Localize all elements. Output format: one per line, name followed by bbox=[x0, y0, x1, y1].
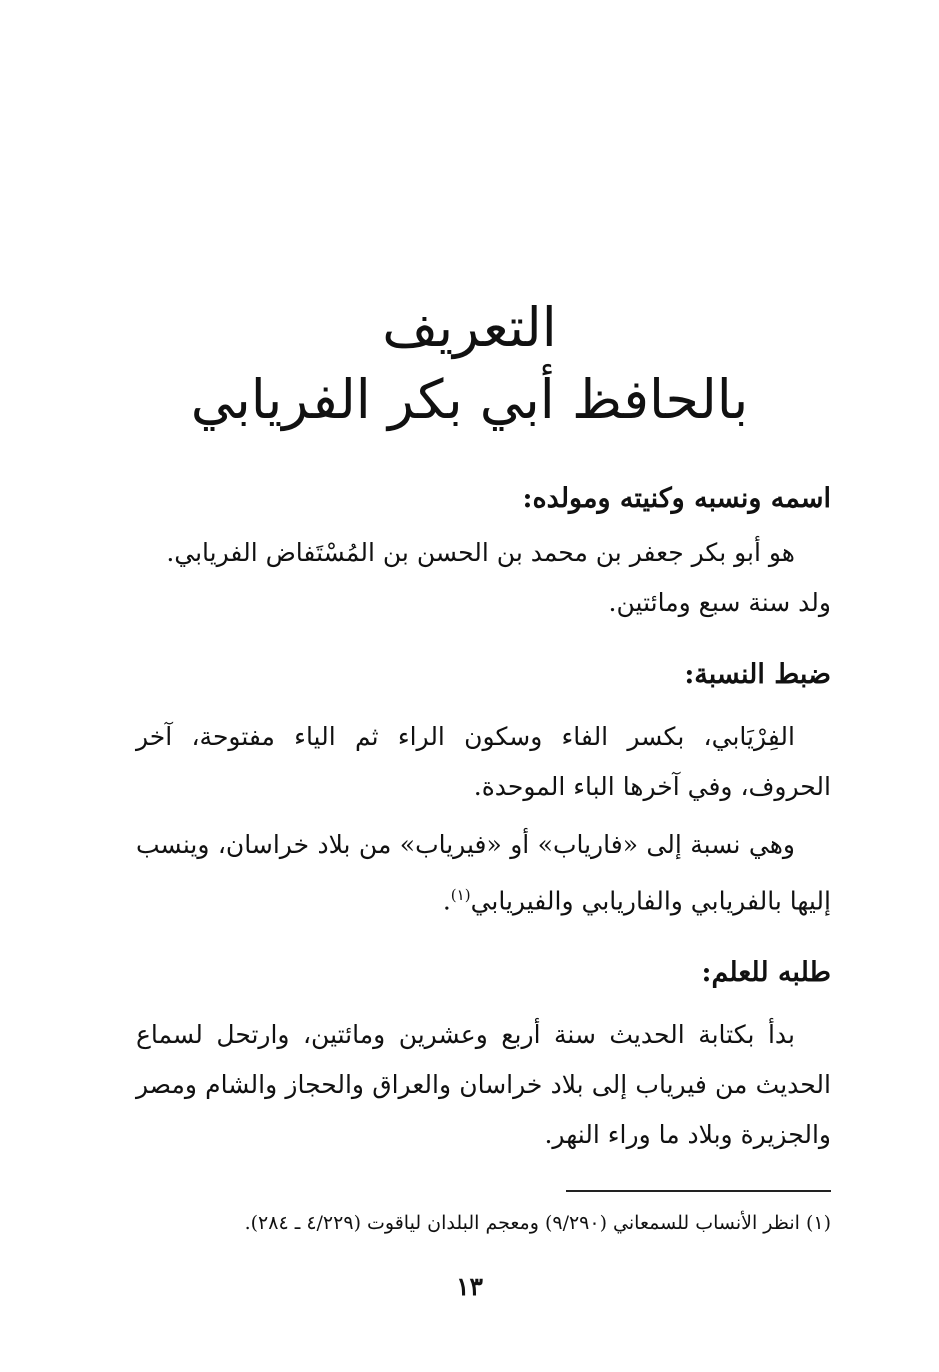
title-line-1: التعريف bbox=[382, 296, 557, 359]
nisba-origin-text: وهي نسبة إلى «فارياب» أو «فيرياب» من بلاد خراسان، وينسب إليها بالفريابي والفاريابي والفيريابي bbox=[136, 830, 831, 916]
paragraph-birth: ولد سنة سبع ومائتين. bbox=[608, 588, 831, 617]
page-body bbox=[136, 470, 831, 1160]
title-line-2: بالحافظ أبي بكر الفريابي bbox=[190, 368, 749, 431]
footnote-divider bbox=[566, 1190, 831, 1192]
paragraph-nisba-origin bbox=[136, 820, 831, 926]
footnote-marker[interactable]: (١) bbox=[450, 886, 471, 904]
paragraph-full-name: هو أبو بكر جعفر بن محمد بن الحسن بن المُسْتَفاض الفريابي. bbox=[166, 538, 795, 567]
paragraph-nisba-spelling: الفِرْيَابي، بكسر الفاء وسكون الراء ثم الياء مفتوحة، آخر الحروف، وفي آخرها الباء الموحدة. bbox=[136, 722, 831, 801]
section-heading-name: اسمه ونسبه وكنيته ومولده: bbox=[522, 483, 831, 514]
section-heading-seeking-knowledge: طلبه للعلم: bbox=[701, 957, 831, 989]
paragraph-seeking-knowledge: بدأ بكتابة الحديث سنة أربع وعشرين ومائتين، وارتحل لسماع الحديث من فيرياب إلى بلاد خراسان والعراق والحجاز والشام ومصر والجزيرة وبلاد ما وراء النهر. bbox=[136, 1020, 831, 1150]
chapter-title bbox=[0, 292, 939, 436]
nisba-origin-period: . bbox=[442, 886, 451, 916]
page-number: ١٣ bbox=[456, 1272, 483, 1301]
footnote: (١) انظر الأنساب للسمعاني (٩/٢٩٠) ومعجم البلدان لياقوت (٤/٢٢٩ ـ ٢٨٤). bbox=[244, 1212, 831, 1234]
section-heading-nisba: ضبط النسبة: bbox=[684, 659, 831, 690]
